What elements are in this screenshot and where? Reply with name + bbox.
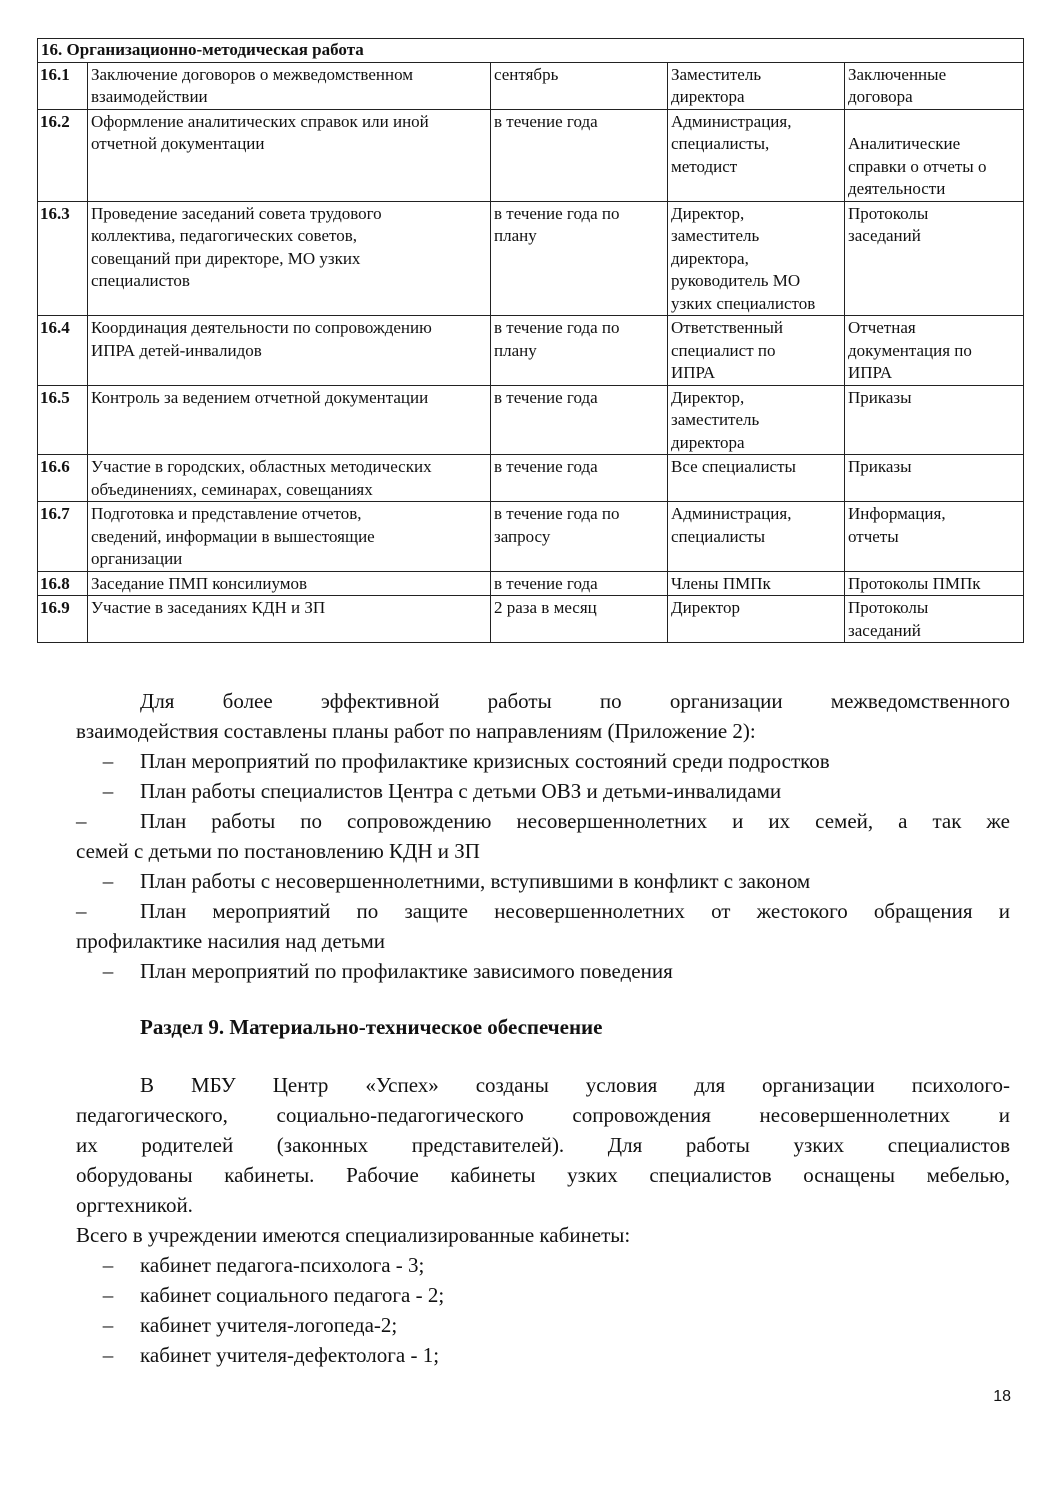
list-item-text: кабинет социального педагога - 2; — [140, 1283, 445, 1307]
cell-text-line: Приказы — [848, 387, 912, 407]
result-cell — [845, 596, 1024, 643]
dash-bullet: – — [76, 809, 87, 833]
cell-text-line: директора — [671, 432, 745, 452]
cell-text-line: Заседание ПМП консилиумов — [91, 573, 308, 593]
intro-line: взаимодействия составлены планы работ по направлениям (Приложение 2): — [76, 719, 756, 743]
cell-text-line: Члены ПМПк — [671, 573, 771, 593]
cell-text-line: узких специалистов — [671, 293, 816, 313]
cell-text-line: Оформление аналитических справок или иной — [91, 111, 429, 131]
cell-text-line: специалист по — [671, 340, 776, 360]
section9-paragraph — [76, 1070, 1010, 1370]
list-item — [76, 1280, 1010, 1310]
responsible-cell — [668, 455, 845, 502]
cell-text-line: организации — [91, 549, 183, 568]
list-item-continuation: семей с детьми по постановлению КДН и ЗП — [76, 839, 480, 863]
activity-cell — [88, 385, 491, 455]
result-cell — [845, 571, 1024, 596]
activity-cell — [88, 502, 491, 572]
cell-text-line: деятельности — [848, 179, 946, 198]
dash-bullet: – — [102, 1253, 114, 1277]
plans-list — [76, 746, 1010, 986]
work-plan-table — [37, 38, 1024, 643]
table-row — [38, 62, 1024, 109]
cell-text-line: плану — [494, 226, 537, 245]
activity-cell — [88, 571, 491, 596]
responsible-cell — [668, 571, 845, 596]
row-number: 16.7 — [38, 502, 88, 572]
result-cell — [845, 385, 1024, 455]
row-number: 16.3 — [38, 201, 88, 316]
cell-text-line: в течение года по — [494, 504, 620, 523]
table-row — [38, 596, 1024, 643]
cell-text-line: в течение года — [494, 387, 598, 407]
list-item-text: План мероприятий по профилактике кризисных состояний среди подростков — [140, 749, 830, 773]
activity-cell — [88, 596, 491, 643]
list-item-text: План мероприятий по защите несовершеннолетних от жестокого обращения и — [140, 899, 1010, 923]
list-item-text: План работы специалистов Центра с детьми ОВЗ и детьми-инвалидами — [140, 779, 782, 803]
cell-text-line: заместитель — [671, 226, 760, 245]
dash-bullet: – — [102, 1343, 114, 1367]
dash-bullet: – — [102, 959, 114, 983]
dash-bullet: – — [102, 779, 114, 803]
cell-text-line: заседаний — [848, 226, 921, 245]
cell-text-line: отчетной документации — [91, 134, 265, 153]
cell-text-line: документация по — [848, 340, 972, 360]
dash-bullet: – — [102, 1283, 114, 1307]
cell-text-line: методист — [671, 156, 738, 176]
cell-text-line: в течение года — [494, 457, 598, 476]
cell-text-line: Участие в заседаниях КДН и ЗП — [91, 598, 326, 617]
cell-text-line: директора, — [671, 248, 749, 268]
intro-paragraph — [76, 686, 1010, 746]
cell-text-line: заместитель — [671, 410, 760, 429]
responsible-cell — [668, 201, 845, 316]
dash-bullet: – — [102, 869, 114, 893]
row-number: 16.1 — [38, 62, 88, 109]
cell-text-line: взаимодействии — [91, 87, 208, 106]
cell-text-line: Аналитические — [848, 134, 961, 153]
list-item — [76, 866, 1010, 896]
list-item-text: кабинет педагога-психолога - 3; — [140, 1253, 425, 1277]
section-title: 16. Организационно-методическая работа — [38, 39, 1024, 63]
cell-text-line: в течение года по — [494, 203, 620, 223]
term-cell — [491, 201, 668, 316]
cell-text-line: специалисты — [671, 526, 766, 546]
cell-text-line: Директор — [671, 598, 740, 617]
table-row — [38, 316, 1024, 386]
term-cell — [491, 571, 668, 596]
list-item-text: План работы с несовершеннолетними, вступившими в конфликт с законом — [140, 869, 811, 893]
cell-text-line: ИПРА — [848, 363, 893, 382]
cell-text-line: Отчетная — [848, 318, 916, 337]
table-row — [38, 201, 1024, 316]
cell-text-line: директора — [671, 87, 745, 106]
paragraph-line: оргтехникой. — [76, 1193, 193, 1217]
term-cell — [491, 596, 668, 643]
row-number: 16.2 — [38, 109, 88, 201]
cell-text-line: Все специалисты — [671, 457, 796, 476]
cell-text-line: договора — [848, 87, 913, 106]
activity-cell — [88, 316, 491, 386]
list-item-continuation: профилактике насилия над детьми — [76, 929, 386, 953]
responsible-cell — [668, 316, 845, 386]
cell-text-line: Проведение заседаний совета трудового — [91, 203, 382, 223]
cell-text-line: Администрация, — [671, 504, 792, 523]
row-number: 16.9 — [38, 596, 88, 643]
table-row — [38, 571, 1024, 596]
row-number: 16.8 — [38, 571, 88, 596]
dash-bullet: – — [102, 749, 114, 773]
result-cell — [845, 502, 1024, 572]
paragraph-line: их родителей (законных представителей). Для работы узких специалистов — [76, 1133, 1010, 1157]
cell-text-line: Заключенные — [848, 64, 947, 84]
cell-text-line: Протоколы ПМПк — [848, 573, 981, 593]
cell-text-line: Протоколы — [848, 203, 929, 223]
result-cell — [845, 62, 1024, 109]
responsible-cell — [668, 502, 845, 572]
cell-text-line: Информация, — [848, 504, 946, 523]
cell-text-line: Администрация, — [671, 111, 792, 131]
cell-text-line: Заместитель — [671, 64, 762, 84]
cell-text-line: коллектива, педагогических советов, — [91, 226, 357, 245]
list-item — [76, 1310, 1010, 1340]
cell-text-line: ИПРА детей-инвалидов — [91, 340, 262, 360]
cell-text-line: справки о отчеты о — [848, 156, 987, 176]
cell-text-line: Подготовка и представление отчетов, — [91, 504, 362, 523]
paragraph-line: В МБУ Центр «Успех» созданы условия для организации психолого- — [140, 1073, 1010, 1097]
cell-text-line: Директор, — [671, 203, 745, 223]
cell-text-line: сведений, информации в вышестоящие — [91, 526, 375, 546]
activity-cell — [88, 201, 491, 316]
table-section-header — [38, 39, 1024, 63]
result-cell — [845, 201, 1024, 316]
row-number: 16.5 — [38, 385, 88, 455]
term-cell — [491, 109, 668, 201]
table-row — [38, 502, 1024, 572]
cell-text-line: Заключение договоров о межведомственном — [91, 64, 414, 84]
dash-bullet: – — [76, 899, 87, 923]
term-cell — [491, 62, 668, 109]
cell-text-line: ИПРА — [671, 363, 716, 382]
cell-text-line: 2 раза в месяц — [494, 598, 597, 617]
cell-text-line — [848, 111, 1020, 134]
list-item-text: План мероприятий по профилактике зависимого поведения — [140, 959, 673, 983]
table-row — [38, 109, 1024, 201]
cell-text-line: Участие в городских, областных методических — [91, 457, 432, 476]
term-cell — [491, 455, 668, 502]
cell-text-line: в течение года по — [494, 318, 620, 337]
list-item — [76, 746, 1010, 776]
activity-cell — [88, 62, 491, 109]
paragraph-line: оборудованы кабинеты. Рабочие кабинеты узких специалистов оснащены мебелью, — [76, 1163, 1010, 1187]
list-item — [76, 1340, 1010, 1370]
cell-text-line: в течение года — [494, 111, 598, 131]
cell-text-line: заседаний — [848, 620, 921, 640]
responsible-cell — [668, 596, 845, 643]
cell-text-line: совещаний при директоре, МО узких — [91, 248, 361, 268]
term-cell — [491, 316, 668, 386]
result-cell — [845, 109, 1024, 201]
section-heading: Раздел 9. Материально-техническое обеспечение — [140, 1015, 603, 1039]
cell-text-line: сентябрь — [494, 64, 559, 84]
responsible-cell — [668, 109, 845, 201]
paragraph-line: Всего в учреждении имеются специализированные кабинеты: — [76, 1223, 631, 1247]
responsible-cell — [668, 385, 845, 455]
term-cell — [491, 385, 668, 455]
row-number: 16.4 — [38, 316, 88, 386]
cell-text-line: отчеты — [848, 526, 899, 546]
list-item — [76, 776, 1010, 806]
cell-text-line: Ответственный — [671, 318, 783, 337]
table-row — [38, 385, 1024, 455]
list-item — [76, 896, 1010, 926]
activity-cell — [88, 455, 491, 502]
cell-text-line: Контроль за ведением отчетной документации — [91, 387, 429, 407]
term-cell — [491, 502, 668, 572]
cell-text-line: в течение года — [494, 573, 598, 593]
responsible-cell — [668, 62, 845, 109]
list-item-text: План работы по сопровождению несовершеннолетних и их семей, а так же — [140, 809, 1010, 833]
activity-cell — [88, 109, 491, 201]
cell-text-line: Протоколы — [848, 598, 929, 617]
cell-text-line: объединениях, семинарах, совещаниях — [91, 479, 373, 499]
result-cell — [845, 316, 1024, 386]
result-cell — [845, 455, 1024, 502]
table-row — [38, 455, 1024, 502]
dash-bullet: – — [102, 1313, 114, 1337]
cell-text-line: плану — [494, 340, 537, 360]
intro-line: Для более эффективной работы по организации межведомственного — [140, 689, 1010, 713]
paragraph-line: педагогического, социально-педагогического сопровождения несовершеннолетних и — [76, 1103, 1010, 1127]
cell-text-line: специалисты, — [671, 134, 770, 153]
cell-text-line: Координация деятельности по сопровождению — [91, 318, 432, 337]
cell-text-line: руководитель МО — [671, 271, 801, 290]
cell-text-line: специалистов — [91, 271, 190, 290]
list-item — [76, 1250, 1010, 1280]
list-item-text: кабинет учителя-логопеда-2; — [140, 1313, 398, 1337]
page-number: 18 — [993, 1388, 1011, 1405]
cell-text-line: Приказы — [848, 457, 912, 476]
list-item — [76, 806, 1010, 836]
cell-text-line: Директор, — [671, 387, 745, 407]
list-item — [76, 956, 1010, 986]
row-number: 16.6 — [38, 455, 88, 502]
cell-text-line: запросу — [494, 526, 551, 546]
list-item-text: кабинет учителя-дефектолога - 1; — [140, 1343, 440, 1367]
